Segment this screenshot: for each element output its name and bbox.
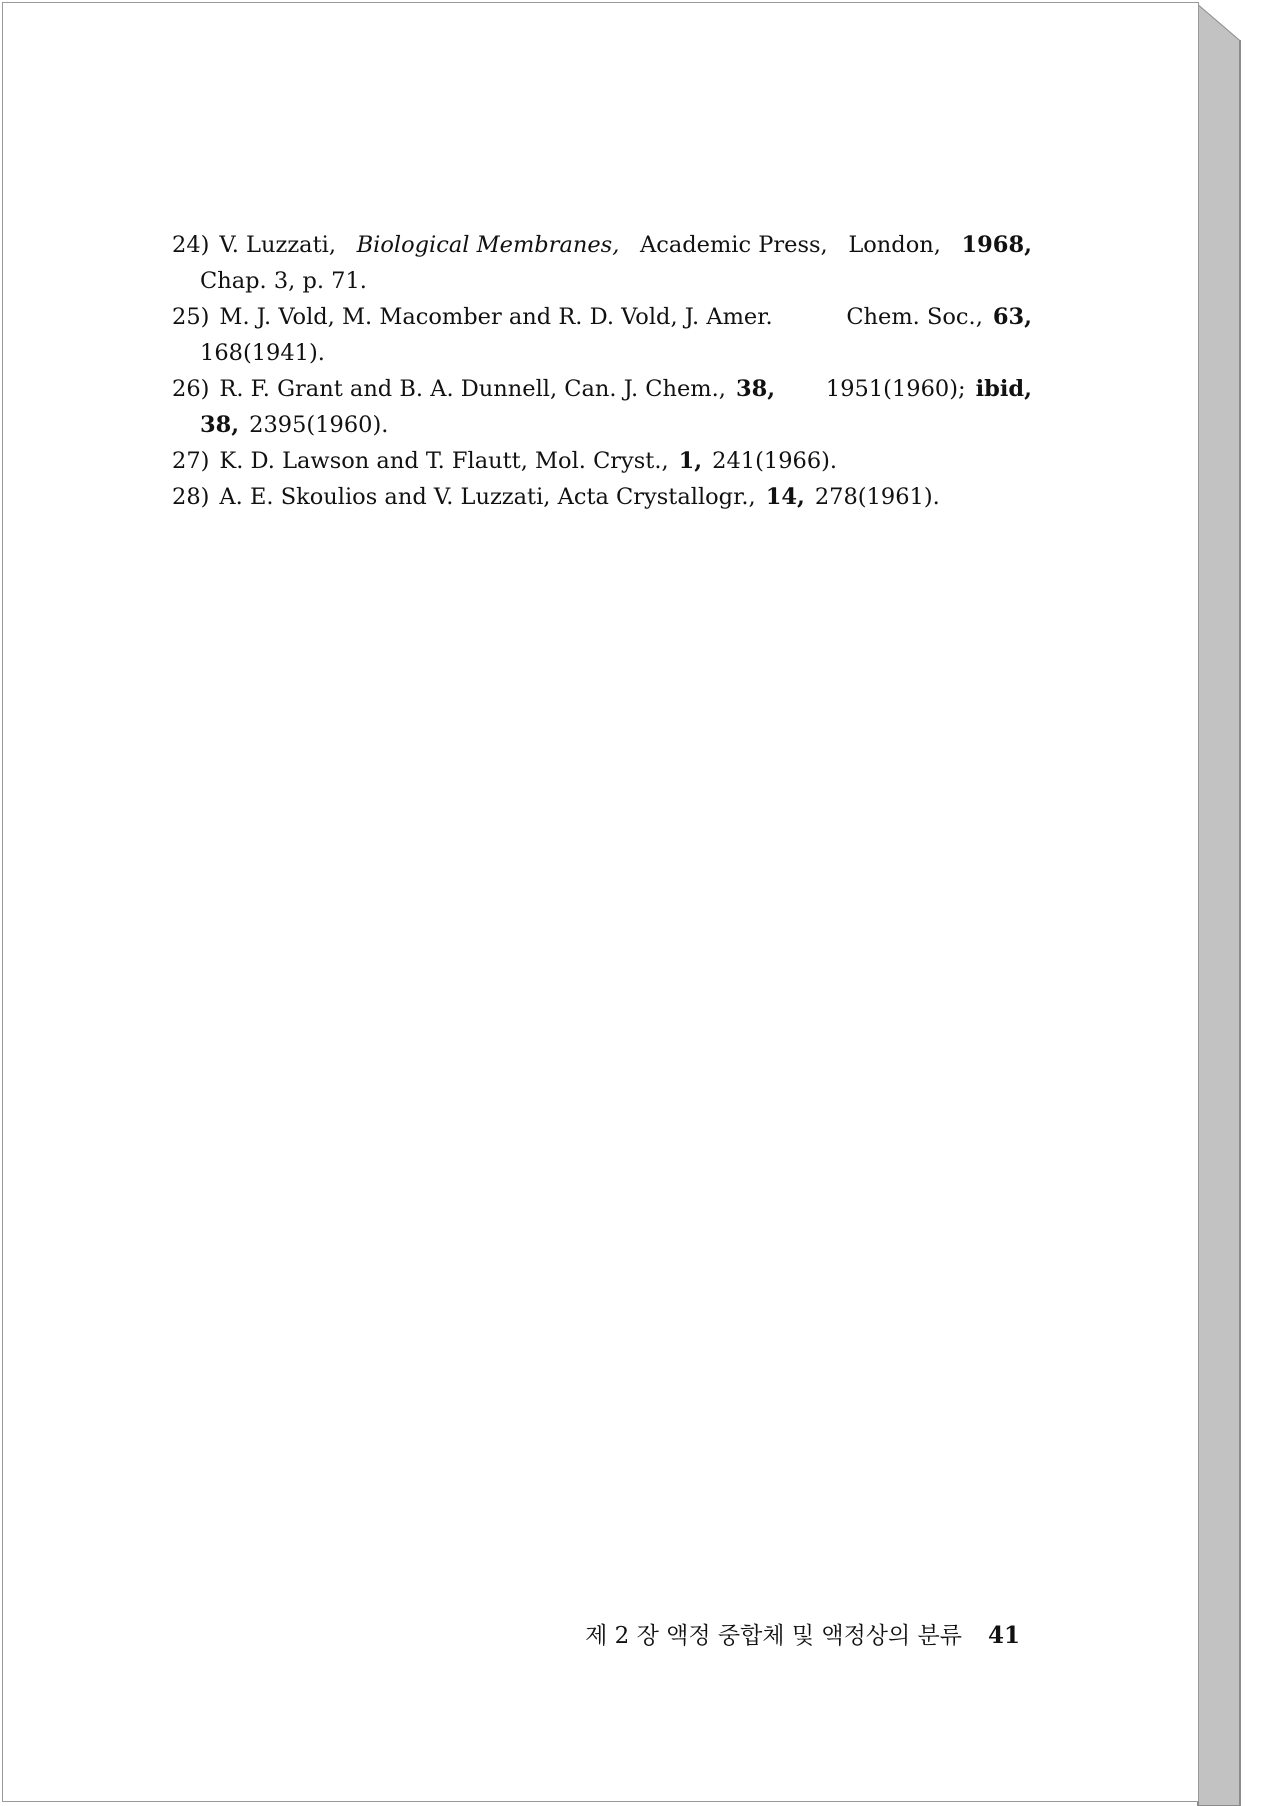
- reference-pages: 278(1961).: [814, 484, 940, 510]
- reference-place: London,: [848, 232, 941, 258]
- chapter-title: 제 2 장 액정 중합체 및 액정상의 분류: [585, 1623, 962, 1649]
- reference-pages: 1951(1960);: [825, 376, 966, 402]
- reference-24-continuation: Chap. 3, p. 71.: [200, 268, 367, 294]
- reference-text: K. D. Lawson and T. Flautt, Mol. Cryst.,: [219, 448, 669, 474]
- reference-26: [172, 371, 1032, 407]
- reference-number: 24): [172, 232, 210, 258]
- reference-journal: Chem. Soc.,: [846, 304, 983, 330]
- reference-volume: 38,: [735, 376, 776, 402]
- reference-ibid: ibid,: [975, 376, 1032, 402]
- reference-title: Biological Membranes,: [356, 232, 620, 258]
- reference-author: V. Luzzati,: [219, 232, 336, 258]
- reference-text: A. E. Skoulios and V. Luzzati, Acta Crystallogr.,: [219, 484, 756, 510]
- reference-number: 27): [172, 448, 210, 474]
- reference-list: [172, 227, 1032, 515]
- reference-text: M. J. Vold, M. Macomber and R. D. Vold, J. Amer.: [219, 304, 773, 330]
- reference-year: 1968,: [961, 232, 1032, 258]
- reference-26-continuation: [172, 407, 1032, 443]
- reference-volume: 1,: [678, 448, 703, 474]
- reference-24: [172, 227, 1032, 263]
- page-number: 41: [987, 1622, 1020, 1649]
- reference-number: 26): [172, 376, 210, 402]
- reference-28: [172, 479, 1032, 515]
- reference-volume: 63,: [992, 304, 1032, 330]
- reference-number: 25): [172, 304, 210, 330]
- reference-27: [172, 443, 1032, 479]
- reference-publisher: Academic Press,: [639, 232, 828, 258]
- reference-pages: 241(1966).: [712, 448, 838, 474]
- reference-volume: 38,: [200, 412, 240, 438]
- reference-text: R. F. Grant and B. A. Dunnell, Can. J. Chem.,: [219, 376, 726, 402]
- reference-25: [172, 299, 1032, 335]
- reference-pages: 2395(1960).: [249, 412, 389, 438]
- reference-number: 28): [172, 484, 210, 510]
- reference-25-continuation: 168(1941).: [200, 340, 325, 366]
- book-edge-face: [1198, 4, 1240, 1806]
- reference-volume: 14,: [765, 484, 805, 510]
- running-footer: [540, 1617, 1020, 1650]
